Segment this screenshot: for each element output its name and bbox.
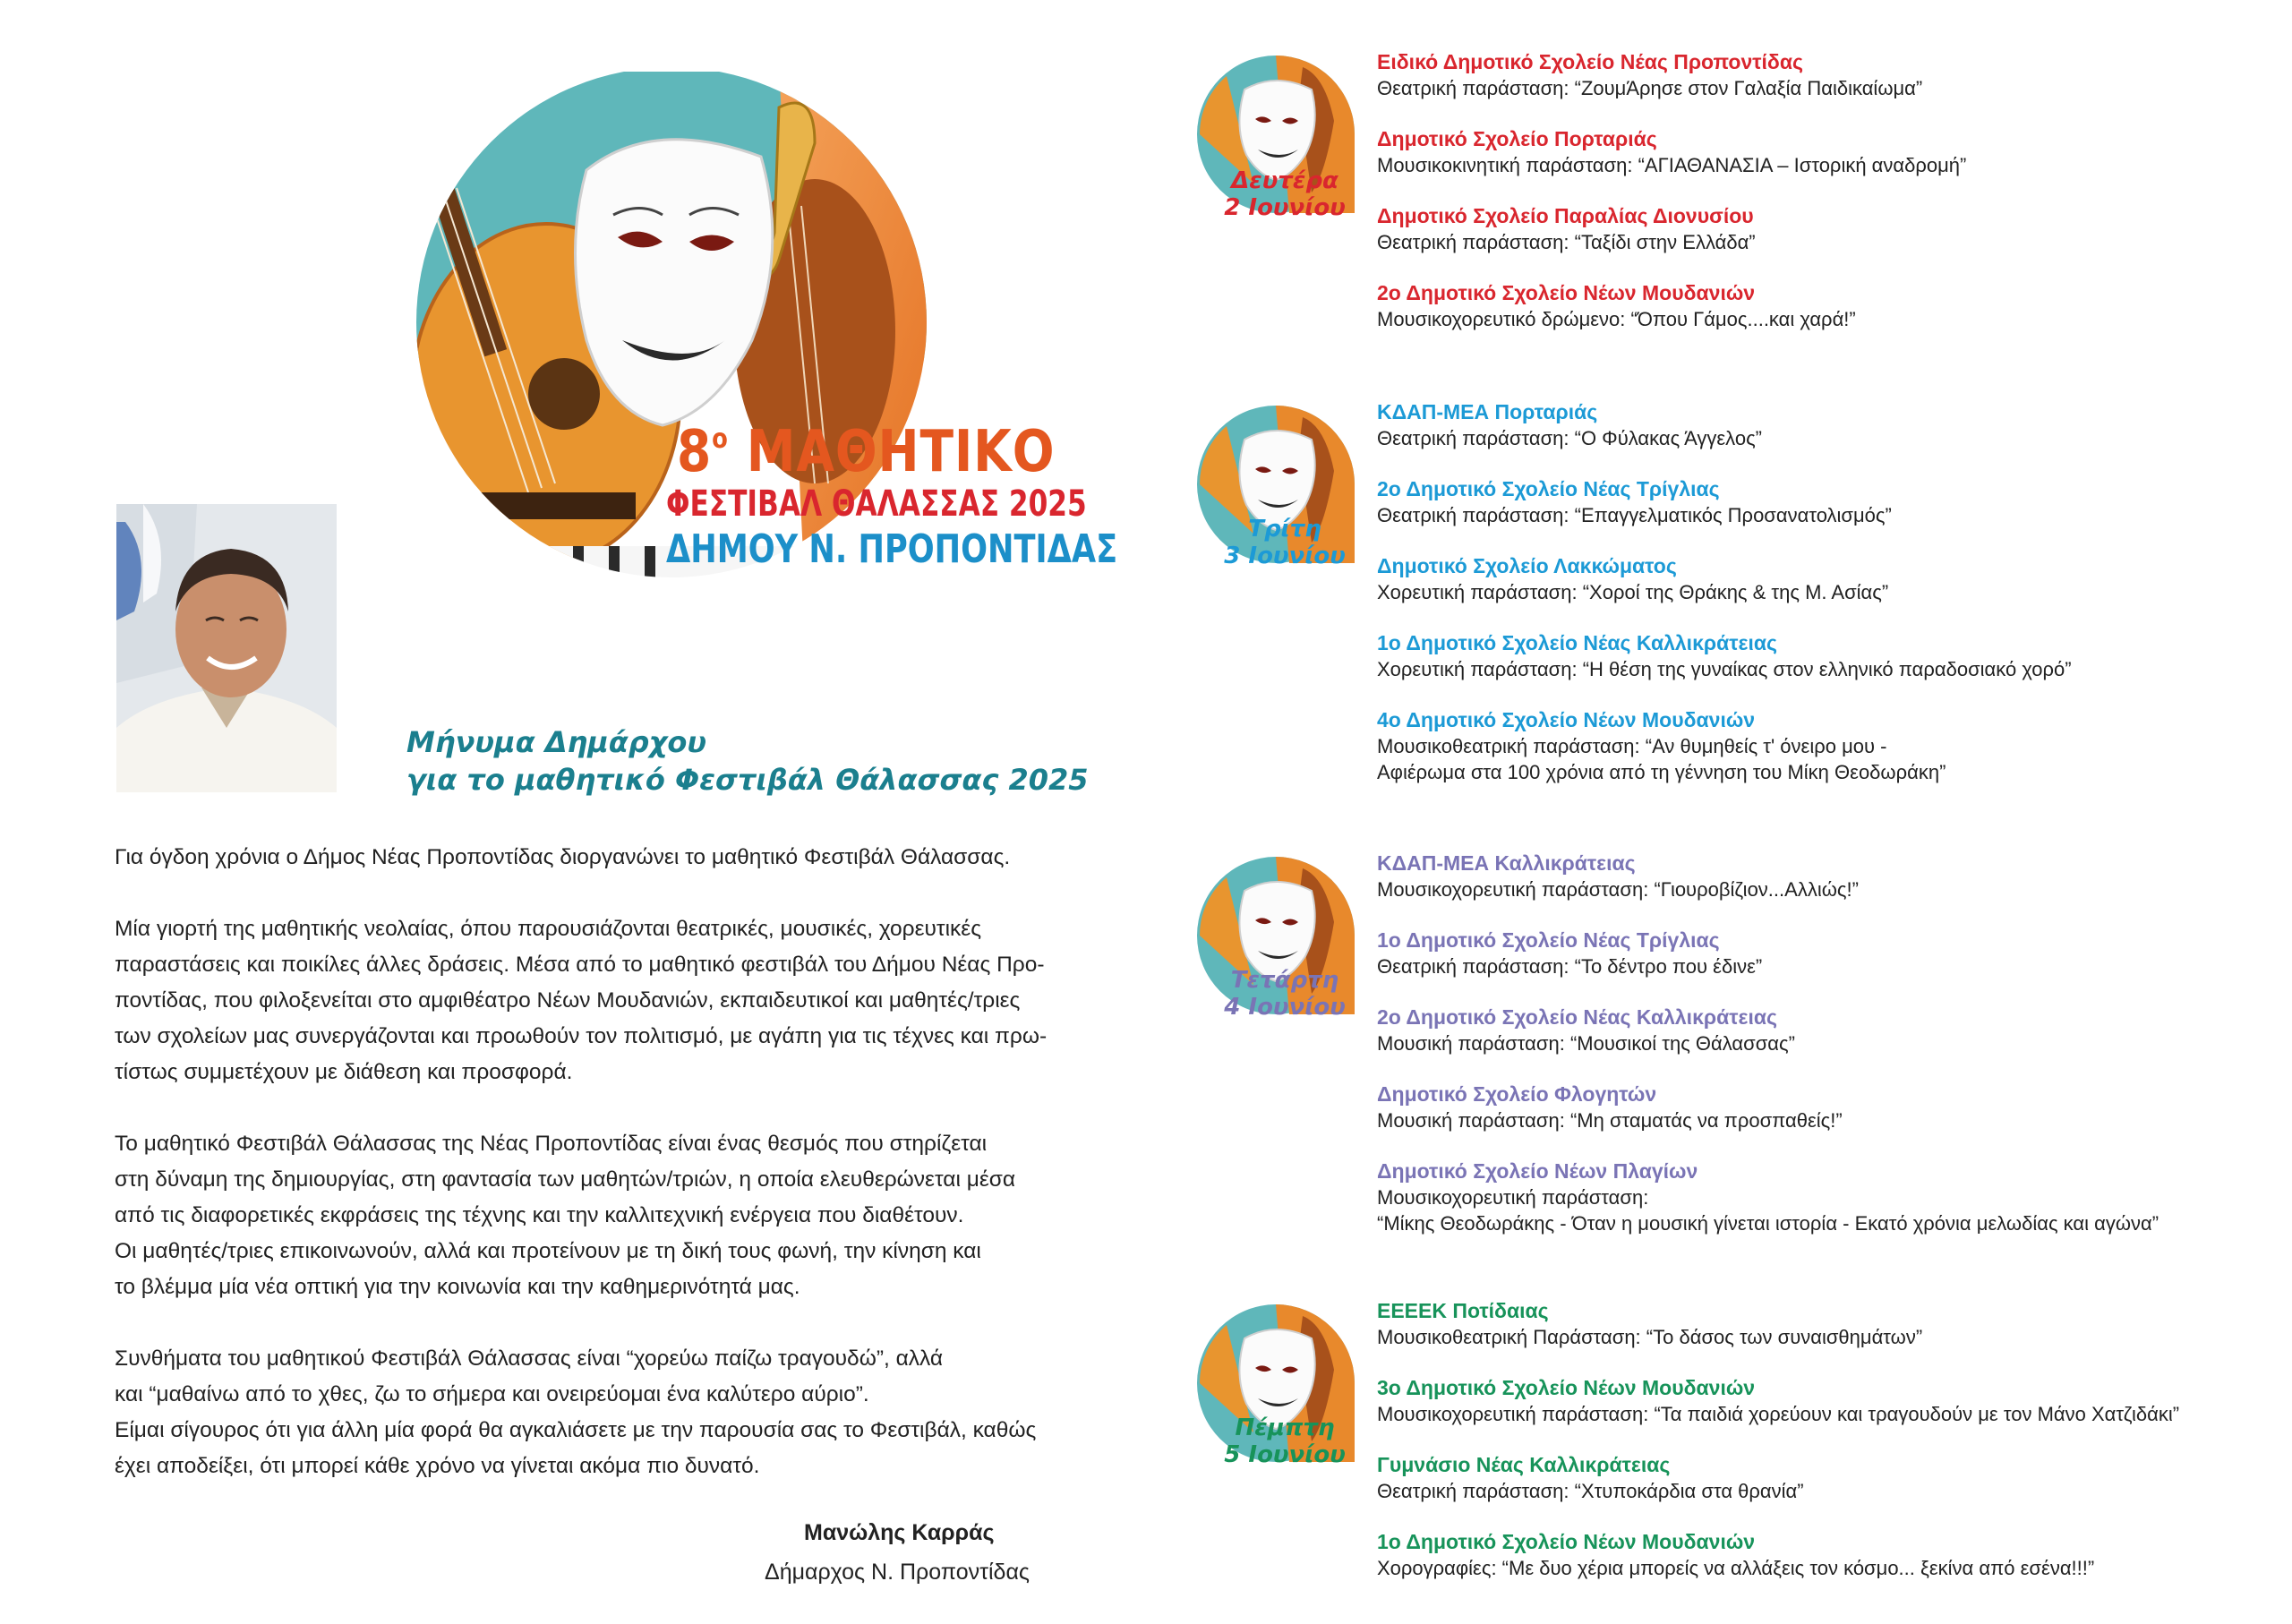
message-paragraph <box>115 840 1099 876</box>
logo-title-line <box>677 419 1055 485</box>
performance-description: Μουσικοχορευτική παράσταση: “Τα παιδιά χορεύουν και τραγουδούν με τον Μάνο Χατζιδάκι” <box>1377 1403 2180 1425</box>
performance-description: Μουσική παράσταση: “Μη σταματάς να προσπαθείς!” <box>1377 1109 1843 1132</box>
day-label <box>1205 167 1364 221</box>
message-line: Συνθήματα του μαθητικού Φεστιβάλ Θάλασσας είναι “χορεύω παίζω τραγουδώ”, αλλά <box>115 1346 944 1371</box>
mayor-portrait-illustration <box>116 504 337 792</box>
day-date: 3 Ιουνίου <box>1224 543 1346 569</box>
message-line: το βλέμμα μία νέα οπτική για την κοινωνία και την καθημερινότητά μας. <box>115 1275 800 1299</box>
logo-subtitle-municipality: ΔΗΜΟΥ Ν. ΠΡΟΠΟΝΤΙΔΑΣ <box>666 526 1118 572</box>
message-line: έχει αποδείξει, ότι μπορεί κάθε χρόνο να γίνεται ακόμα πιο δυνατό. <box>115 1454 760 1478</box>
mayor-message-body <box>115 840 1099 1520</box>
logo-subtitle-festival: ΦΕΣΤΙΒΑΛ ΘΑΛΑΣΣΑΣ 2025 <box>666 483 1087 525</box>
program-entry <box>1377 280 2281 332</box>
school-name: 2ο Δημοτικό Σχολείο Νέας Τρίγλιας <box>1377 477 1720 500</box>
program-entry <box>1377 1004 2281 1056</box>
program-entry <box>1377 203 2281 255</box>
performance-description: Θεατρική παράσταση: “Το δέντρο που έδινε” <box>1377 955 1763 978</box>
performance-description: Μουσική παράσταση: “Μουσικοί της Θάλασσας” <box>1377 1032 1795 1055</box>
logo-edition-number: 8 <box>677 419 713 485</box>
mayor-photo <box>116 504 337 792</box>
day-entries <box>1377 1298 2281 1606</box>
performance-description: Θεατρική παράσταση: “Επαγγελματικός Προσανατολισμός” <box>1377 504 1892 526</box>
school-name: 3ο Δημοτικό Σχολείο Νέων Μουδανιών <box>1377 1376 1756 1399</box>
day-badge <box>1191 1298 1361 1468</box>
message-paragraph <box>115 1341 1099 1484</box>
performance-description: Μουσικοκινητική παράσταση: “ΑΓΙΑΘΑΝΑΣΙΑ – Ιστορική αναδρομή” <box>1377 154 1967 176</box>
program-entry <box>1377 49 2281 101</box>
performance-description: Χορογραφίες: “Με δυο χέρια μπορείς να αλλάξεις τον κόσμο... ξεκίνα από εσένα!!!” <box>1377 1557 2095 1579</box>
performance-description: Μουσικοθεατρική παράσταση: “Αν θυμηθείς τ' όνειρο μου - <box>1377 735 1887 757</box>
performance-description: “Μίκης Θεοδωράκης - Όταν η μουσική γίνεται ιστορία - Εκατό χρόνια μελωδίας και αγώνα” <box>1377 1212 2159 1235</box>
message-line: παραστάσεις και ποικίλες άλλες δράσεις. Μέσα από το μαθητικό φεστιβάλ του Δήμου Νέας Προ- <box>115 953 1045 977</box>
signature-name: Μανώλης Καρράς <box>804 1520 995 1545</box>
signature-role: Δήμαρχος Ν. Προποντίδας <box>765 1560 1030 1585</box>
school-name: Ειδικό Δημοτικό Σχολείο Νέας Προποντίδας <box>1377 50 1803 73</box>
performance-description: Μουσικοθεατρική Παράσταση: “Το δάσος των συναισθημάτων” <box>1377 1326 1923 1348</box>
mayor-message-title <box>406 723 1089 799</box>
day-badge <box>1191 850 1361 1021</box>
school-name: 1ο Δημοτικό Σχολείο Νέας Καλλικράτειας <box>1377 631 1777 654</box>
day-label <box>1205 967 1364 1021</box>
day-name: Πέμπτη <box>1235 1415 1335 1441</box>
program-entry <box>1377 126 2281 178</box>
performance-description: Χορευτική παράσταση: “Χοροί της Θράκης & της Μ. Ασίας” <box>1377 581 1889 603</box>
message-line: και “μαθαίνω από το χθες, ζω το σήμερα και ονειρεύομαι ένα καλύτερο αύριο”. <box>115 1382 869 1406</box>
school-name: Δημοτικό Σχολείο Φλογητών <box>1377 1082 1657 1106</box>
school-name: Δημοτικό Σχολείο Πορταριάς <box>1377 127 1657 150</box>
performance-description: Μουσικοχορευτική παράσταση: “Γιουροβίζιον...Αλλιώς!” <box>1377 878 1859 901</box>
school-name: 2ο Δημοτικό Σχολείο Νέας Καλλικράτειας <box>1377 1005 1777 1029</box>
message-line: Οι μαθητές/τριες επικοινωνούν, αλλά και προτείνουν με τη δική τους φωνή, την κίνηση και <box>115 1239 981 1263</box>
mayor-message-title-line2: για το μαθητικό Φεστιβάλ Θάλασσας 2025 <box>406 763 1089 797</box>
program-entry <box>1377 553 2281 605</box>
day-badge <box>1191 49 1361 219</box>
program-entry <box>1377 1298 2281 1350</box>
message-line: των σχολείων μας συνεργάζονται και προωθούν τον πολιτισμό, με αγάπη για τις τέχνες και πρω- <box>115 1024 1048 1048</box>
day-date: 2 Ιουνίου <box>1224 194 1346 221</box>
school-name: 1ο Δημοτικό Σχολείο Νέων Μουδανιών <box>1377 1530 1756 1553</box>
message-paragraph <box>115 911 1099 1090</box>
program-entry <box>1377 850 2281 902</box>
day-name: Δευτέρα <box>1231 167 1338 194</box>
school-name: ΕΕΕΕΚ Ποτίδαιας <box>1377 1299 1549 1322</box>
performance-description: Αφιέρωμα στα 100 χρόνια από τη γέννηση του Μίκη Θεοδωράκη” <box>1377 761 1946 783</box>
school-name: Δημοτικό Σχολείο Νέων Πλαγίων <box>1377 1159 1698 1183</box>
mayor-message-title-line1: Μήνυμα Δημάρχου <box>406 725 706 759</box>
day-badge <box>1191 399 1361 569</box>
program-entry <box>1377 1529 2281 1581</box>
message-line: στη δύναμη της δημιουργίας, στη φαντασία των μαθητών/τριών, η οποία ελευθερώνεται μέσα <box>115 1167 1016 1192</box>
performance-description: Χορευτική παράσταση: “Η θέση της γυναίκας στον ελληνικό παραδοσιακό χορό” <box>1377 658 2072 680</box>
performance-description: Θεατρική παράσταση: “Ταξίδι στην Ελλάδα” <box>1377 231 1756 253</box>
day-name: Τρίτη <box>1248 516 1321 543</box>
day-entries <box>1377 399 2281 810</box>
message-line: Το μαθητικό Φεστιβάλ Θάλασσας της Νέας Προποντίδας είναι ένας θεσμός που στηρίζεται <box>115 1132 988 1156</box>
school-name: Δημοτικό Σχολείο Παραλίας Διονυσίου <box>1377 204 1754 227</box>
program-entry <box>1377 1452 2281 1504</box>
program-entry <box>1377 1158 2281 1236</box>
program-entry <box>1377 476 2281 528</box>
message-line: Είμαι σίγουρος ότι για άλλη μία φορά θα αγκαλιάσετε με την παρουσία σας το Φεστιβάλ, καθώς <box>115 1418 1037 1442</box>
performance-description: Θεατρική παράσταση: “Χτυποκάρδια στα θρανία” <box>1377 1480 1804 1502</box>
program-entry <box>1377 927 2281 979</box>
performance-description: Μουσικοχορευτικό δρώμενο: “Όπου Γάμος....και χαρά!” <box>1377 308 1856 330</box>
performance-description: Θεατρική παράσταση: “Ο Φύλακας Άγγελος” <box>1377 427 1763 449</box>
day-name: Τετάρτη <box>1230 967 1339 994</box>
school-name: 1ο Δημοτικό Σχολείο Νέας Τρίγλιας <box>1377 928 1720 952</box>
program-entry <box>1377 707 2281 785</box>
program-entry <box>1377 399 2281 451</box>
day-date: 5 Ιουνίου <box>1224 1441 1346 1468</box>
school-name: Δημοτικό Σχολείο Λακκώματος <box>1377 554 1677 577</box>
day-label <box>1205 1415 1364 1468</box>
message-line: από τις διαφορετικές εκφράσεις της τέχνης και την καλλιτεχνική ενέργεια που διαθέτουν. <box>115 1203 964 1227</box>
day-entries <box>1377 850 2281 1261</box>
message-line: Μία γιορτή της μαθητικής νεολαίας, όπου παρουσιάζονται θεατρικές, μουσικές, χορευτικές <box>115 917 982 941</box>
message-paragraph <box>115 1126 1099 1305</box>
school-name: Γυμνάσιο Νέας Καλλικράτειας <box>1377 1453 1671 1476</box>
message-line: τίστως συμμετέχουν με διάθεση και προσφορά. <box>115 1060 573 1084</box>
program-entry <box>1377 1375 2281 1427</box>
day-entries <box>1377 49 2281 357</box>
school-name: 4ο Δημοτικό Σχολείο Νέων Μουδανιών <box>1377 708 1756 731</box>
day-label <box>1205 516 1364 569</box>
school-name: ΚΔΑΠ-ΜΕΑ Πορταριάς <box>1377 400 1598 423</box>
program-entry <box>1377 1081 2281 1133</box>
logo-title-text: ΜΑΘΗΤΙΚΟ <box>746 419 1056 485</box>
message-line: Για όγδοη χρόνια ο Δήμος Νέας Προποντίδας διοργανώνει το μαθητικό Φεστιβάλ Θάλασσας. <box>115 845 1011 869</box>
school-name: ΚΔΑΠ-ΜΕΑ Καλλικράτειας <box>1377 851 1636 875</box>
performance-description: Μουσικοχορευτική παράσταση: <box>1377 1186 1649 1209</box>
program-entry <box>1377 630 2281 682</box>
day-date: 4 Ιουνίου <box>1224 994 1346 1021</box>
message-line: ποντίδας, που φιλοξενείται στο αμφιθέατρο Νέων Μουδανιών, εκπαιδευτικοί και μαθητές/τριες <box>115 988 1021 1013</box>
performance-description: Θεατρική παράσταση: “ΖουμΆρησε στον Γαλαξία Παιδικαίωμα” <box>1377 77 1923 99</box>
festival-logo <box>394 72 1118 609</box>
logo-edition-suffix: ο <box>712 423 729 455</box>
school-name: 2ο Δημοτικό Σχολείο Νέων Μουδανιών <box>1377 281 1756 304</box>
